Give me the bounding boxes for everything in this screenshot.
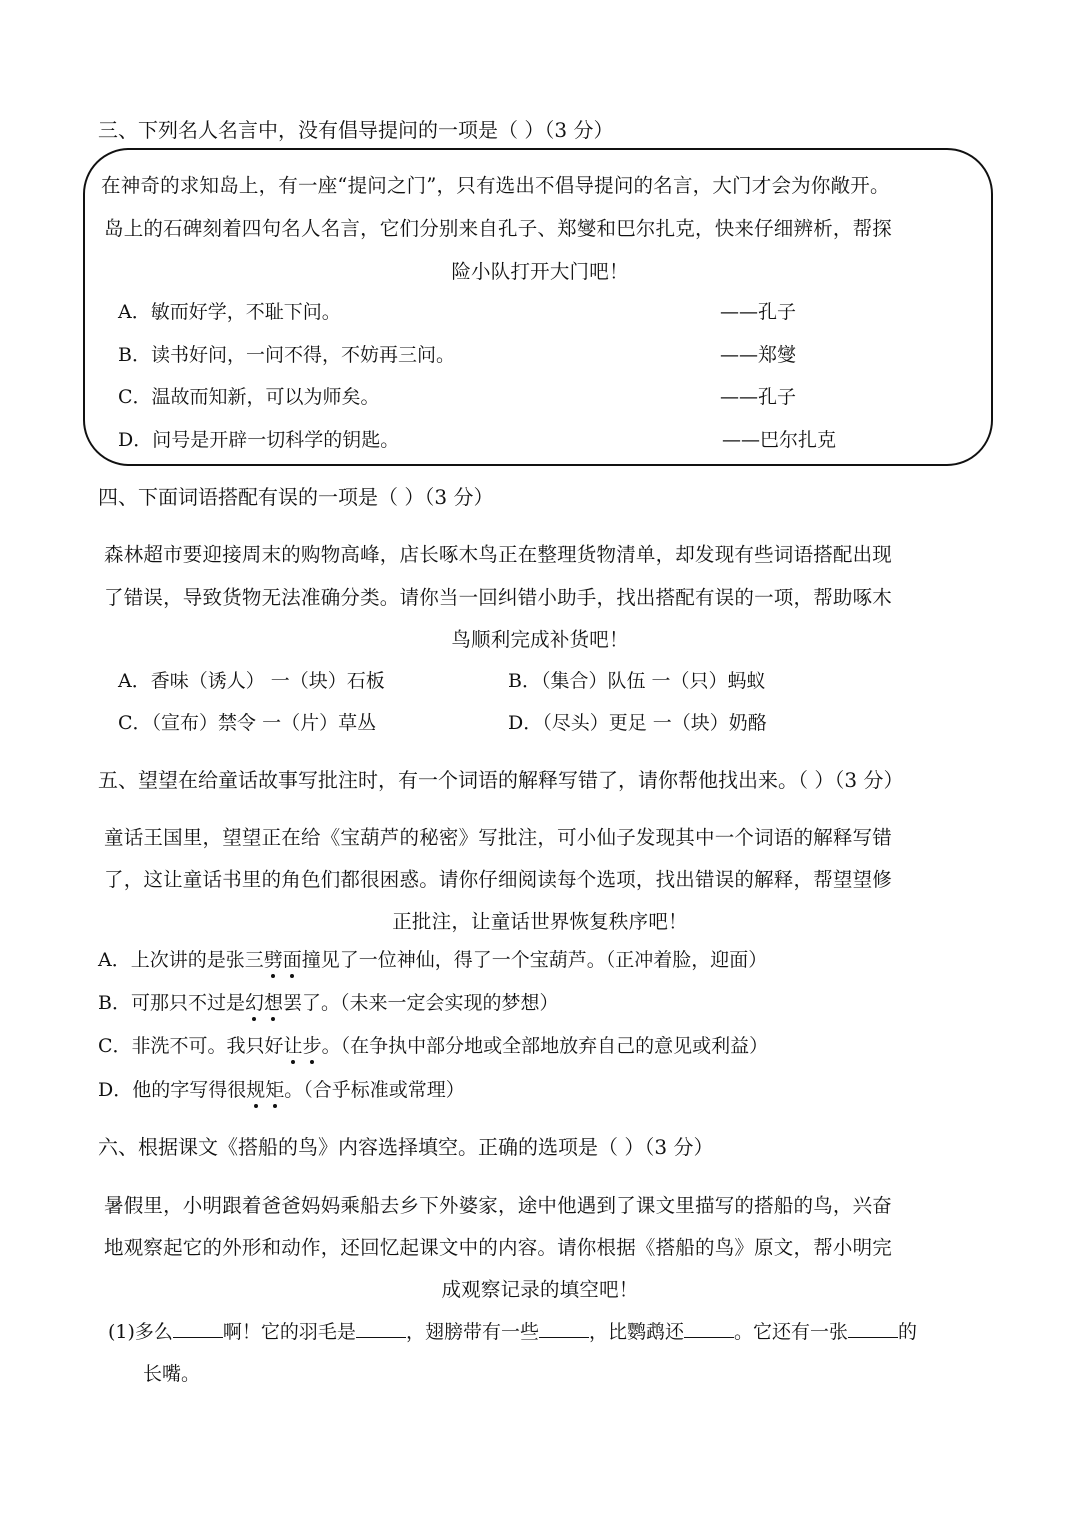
emphasis-char: 幻 (245, 988, 264, 1015)
q5-option-a-rest: 撞见了一位神仙，得了一个宝葫芦。（正冲着脸，迎面） (301, 949, 768, 971)
q5-option-b-prefix: B．可那只不过是 (98, 992, 245, 1014)
fill-blank[interactable] (684, 1319, 734, 1338)
fill-text: ，翅膀带有一些 (405, 1321, 539, 1343)
fill-text: 啊！它的羽毛是 (222, 1321, 356, 1343)
emphasis-char: 想 (264, 988, 283, 1015)
q3-option-b-author: ——郑燮 (720, 344, 797, 366)
fill-text: ，比鹦鹉还 (588, 1321, 684, 1343)
emphasis-char: 劈 (264, 945, 283, 972)
q3-intro-line: 在神奇的求知岛上，有一座“提问之门”，只有选出不倡导提问的名言，大门才会为你敞开。 (101, 174, 890, 197)
fill-blank[interactable] (356, 1319, 406, 1338)
fill-blank[interactable] (848, 1319, 898, 1338)
q6-fill-line-2: 长嘴。 (143, 1363, 201, 1385)
emphasis-char: 矩 (265, 1075, 284, 1102)
q6-title: 六、根据课文《搭船的鸟》内容选择填空。正确的选项是（ ）（3 分） (98, 1135, 714, 1159)
q3-option-c[interactable]: C．温故而知新，可以为师矣。 (118, 386, 380, 408)
fill-blank[interactable] (173, 1319, 223, 1338)
q6-intro-line: 暑假里，小明跟着爸爸妈妈乘船去乡下外婆家，途中他遇到了课文里描写的搭船的鸟，兴奋 (104, 1194, 893, 1217)
q3-option-d[interactable]: D．问号是开辟一切科学的钥匙。 (118, 429, 400, 451)
q4-option-c[interactable]: C．（宣布）禁令 一（片）草丛 (118, 712, 377, 734)
q5-option-d[interactable] (98, 1075, 465, 1102)
q3-option-b[interactable]: B．读书好问，一问不得，不妨再三问。 (118, 344, 455, 366)
q5-option-b-rest: 罢了。（未来一定会实现的梦想） (283, 992, 559, 1014)
q5-intro-line: 童话王国里，望望正在给《宝葫芦的秘密》写批注，可小仙子发现其中一个词语的解释写错 (104, 826, 893, 849)
q4-intro-line: 鸟顺利完成补货吧！ (451, 628, 629, 651)
q5-option-b[interactable] (98, 988, 559, 1015)
fill-blank[interactable] (539, 1319, 589, 1338)
q3-title: 三、下列名人名言中，没有倡导提问的一项是（ ）（3 分） (98, 118, 614, 142)
q5-intro-line: 正批注，让童话世界恢复秩序吧！ (392, 910, 688, 933)
q4-intro-line: 森林超市要迎接周末的购物高峰，店长啄木鸟正在整理货物清单，却发现有些词语搭配出现 (104, 543, 893, 566)
q5-option-d-rest: 。（合乎标准或常理） (284, 1079, 465, 1101)
q6-fill-line (108, 1317, 917, 1344)
fill-text: 。它还有一张 (733, 1321, 848, 1343)
q3-intro-line: 岛上的石碑刻着四句名人名言，它们分别来自孔子、郑燮和巴尔扎克，快来仔细辨析，帮探 (104, 217, 893, 240)
emphasis-char: 规 (246, 1075, 265, 1102)
fill-text: (1)多么 (108, 1321, 173, 1343)
q5-option-c-prefix: C．非洗不可。我只好 (98, 1035, 284, 1057)
q5-title: 五、望望在给童话故事写批注时，有一个词语的解释写错了，请你帮他找出来。（ ）（3 分） (98, 768, 904, 792)
q5-option-d-prefix: D．他的字写得很 (98, 1079, 247, 1101)
q3-option-a-author: ——孔子 (720, 301, 797, 323)
q3-option-d-author: ——巴尔扎克 (722, 429, 837, 451)
q6-intro-line: 成观察记录的填空吧！ (441, 1278, 639, 1301)
q4-option-a[interactable]: A．香味（诱人） 一（块）石板 (118, 670, 385, 692)
q5-option-c[interactable] (98, 1031, 768, 1058)
q6-intro-line: 地观察起它的外形和动作，还回忆起课文中的内容。请你根据《搭船的鸟》原文，帮小明完 (104, 1236, 893, 1259)
q5-option-c-rest: 。（在争执中部分地或全部地放弃自己的意见或利益） (321, 1035, 769, 1057)
q4-intro-line: 了错误，导致货物无法准确分类。请你当一回纠错小助手，找出搭配有误的一项，帮助啄木 (104, 586, 893, 609)
q4-title: 四、下面词语搭配有误的一项是（ ）（3 分） (98, 485, 494, 509)
q4-option-d[interactable]: D．（尽头）更足 一（块）奶酪 (508, 712, 767, 734)
q5-intro-line: 了，这让童话书里的角色们都很困惑。请你仔细阅读每个选项，找出错误的解释，帮望望修 (104, 868, 893, 891)
emphasis-char: 面 (283, 945, 302, 972)
fill-text: 的 (897, 1321, 917, 1343)
q3-option-a[interactable]: A．敏而好学，不耻下问。 (118, 301, 341, 323)
q5-option-a-prefix: A．上次讲的是张三 (98, 949, 264, 971)
emphasis-char: 让 (284, 1031, 303, 1058)
q3-option-c-author: ——孔子 (720, 386, 797, 408)
q4-option-b[interactable]: B．（集合）队伍 一（只）蚂蚁 (508, 670, 766, 692)
emphasis-char: 步 (303, 1031, 322, 1058)
q5-option-a[interactable] (98, 945, 767, 972)
q3-intro-line: 险小队打开大门吧！ (451, 260, 629, 283)
